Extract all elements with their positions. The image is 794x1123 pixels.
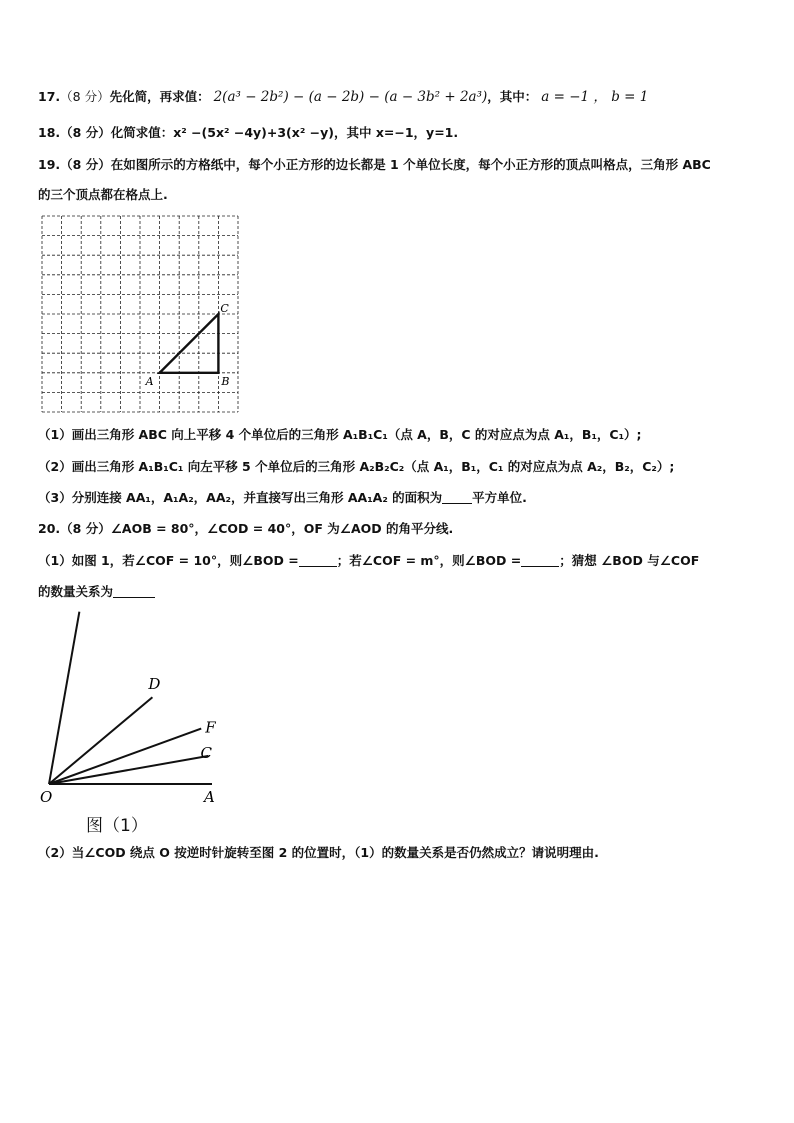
q19-line-1: 19.（8 分）在如图所示的方格纸中，每个小正方形的边长都是 1 个单位长度，每个小正方形的顶点叫格点，三角形 ABC <box>38 157 711 172</box>
q17-number: 17. <box>38 89 61 104</box>
q17-values: a = −1 ， b = 1 <box>541 89 649 105</box>
q20-sub-2: （2）当∠COD 绕点 O 按逆时针旋转至图 2 的位置时，（1）的数量关系是否仍然成立？请说明理由. <box>38 845 599 860</box>
label-o: O <box>40 788 53 806</box>
q20-relation-label: 的数量关系为 <box>38 584 114 599</box>
q20-sub-1 <box>38 553 699 569</box>
q20-sub-1-c: ；猜想 ∠BOD 与∠COF <box>559 553 700 568</box>
q17-lead: 先化简，再求值： <box>109 89 210 104</box>
ray-ob <box>49 612 79 784</box>
q20-blank-3[interactable] <box>113 585 155 598</box>
question-18: 18.（8 分）化简求值：x² −(5x² −4y)+3(x² −y)，其中 x=−1，y=1. <box>38 125 459 140</box>
q17-points: （8 分） <box>60 89 110 104</box>
ray-od <box>49 697 152 784</box>
label-c: C <box>220 302 229 315</box>
ray-oc <box>49 756 209 784</box>
q17-expression: 2(a³ − 2b²) − (a − 2b) − (a − 3b² + 2a³) <box>213 89 488 105</box>
angle-figure <box>36 610 236 810</box>
q19-sub-2: （2）画出三角形 A₁B₁C₁ 向左平移 5 个单位后的三角形 A₂B₂C₂（点 A₁，B₁，C₁ 的对应点为点 A₂，B₂，C₂）; <box>38 459 675 474</box>
angle-rays <box>49 612 212 784</box>
q20-header: 20.（8 分）∠AOB = 80°，∠COD = 40°，OF 为∠AOD 的角平分线. <box>38 521 454 536</box>
q19-area-blank[interactable] <box>442 491 472 504</box>
label-f-fig: F <box>205 718 216 737</box>
label-d-fig: D <box>148 675 161 694</box>
q20-sub-1-line-2 <box>38 584 155 600</box>
q20-blank-1[interactable] <box>299 554 337 567</box>
label-a: A <box>145 374 154 388</box>
q19-sub-3 <box>38 490 527 506</box>
q19-sub-3-unit: 平方单位. <box>472 490 527 505</box>
q19-sub-3-text: （3）分别连接 AA₁，A₁A₂，AA₂，并直接写出三角形 AA₁A₂ 的面积为 <box>38 490 443 505</box>
label-c-fig: C <box>200 743 213 762</box>
q20-sub-1-a: （1）如图 1，若∠COF = 10°，则∠BOD = <box>38 553 299 568</box>
q20-blank-2[interactable] <box>521 554 559 567</box>
triangle-abc <box>160 314 219 373</box>
q17-where: ，其中： <box>487 89 538 104</box>
ray-of <box>49 729 201 784</box>
figure-caption: 图（1） <box>86 816 148 836</box>
question-17 <box>38 89 648 105</box>
grid-lines <box>42 216 238 412</box>
grid-figure <box>40 214 245 414</box>
label-a-fig: A <box>204 788 215 806</box>
q19-sub-1: （1）画出三角形 ABC 向上平移 4 个单位后的三角形 A₁B₁C₁（点 A，B，C 的对应点为点 A₁，B₁，C₁）; <box>38 427 642 442</box>
label-b: B <box>221 374 230 388</box>
q20-sub-1-b: ；若∠COF = m°，则∠BOD = <box>336 553 522 568</box>
q19-line-2: 的三个顶点都在格点上. <box>38 187 168 202</box>
